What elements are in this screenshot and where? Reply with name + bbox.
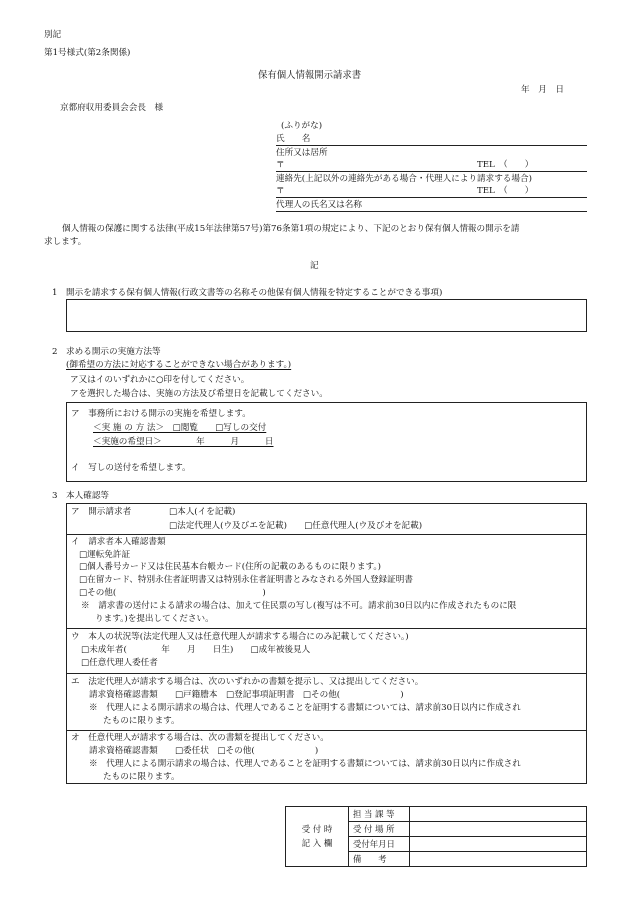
id-docs-note-2: ります。)を提出してください。	[95, 614, 214, 624]
reception-value-cell[interactable]	[410, 837, 587, 852]
reception-value-cell[interactable]	[410, 822, 587, 837]
postal-mark-2: 〒	[276, 186, 285, 196]
divider-e	[67, 730, 586, 731]
address-line[interactable]	[276, 171, 587, 172]
reception-value-cell[interactable]	[410, 807, 587, 822]
name-label: 氏 名	[276, 134, 311, 144]
id-doc-residence-card[interactable]: □在留カード、特別永住者証明書又は特別永住者証明書とみなされる外国人登録証明書	[79, 575, 413, 585]
addressee: 京都府収用委員会会長 様	[60, 103, 164, 113]
agent-line[interactable]	[276, 211, 587, 212]
option-i-mail[interactable]: イ 写しの送付を希望します。	[71, 463, 191, 473]
section1-input-box[interactable]	[66, 299, 587, 332]
id-doc-mynumber[interactable]: □個人番号カード又は住民基本台帳カード(住所の記載のあるものに限ります。)	[79, 562, 382, 572]
furigana-label: (ふりがな)	[281, 121, 323, 131]
requester-label: ア 開示請求者	[71, 507, 132, 517]
section2-instruction-1: ア又はイのいずれかに○印を付してください。	[70, 375, 250, 385]
reception-row-label: 受 付 場 所	[349, 822, 410, 837]
requester-agent-options[interactable]: □法定代理人(ウ及びエを記載) □任意代理人(ウ及びオを記載)	[169, 521, 423, 531]
tel-label-1: TEL （ ）	[477, 160, 534, 170]
voluntary-agent-note-1: ※ 代理人による開示請求の場合は、代理人であることを証明する書類については、請求前30日以内に作成され	[89, 759, 521, 769]
divider-u	[67, 673, 586, 674]
legal-agent-note-2: たものに限ります。	[103, 716, 180, 726]
section3-heading: 3 本人確認等	[52, 491, 110, 501]
reception-value-cell[interactable]	[410, 852, 587, 867]
section2-heading: 2 求める開示の実施方法等	[52, 347, 161, 357]
form-number: 第1号様式(第2条関係)	[44, 48, 131, 58]
reception-side-label-2: 記 入 欄	[301, 837, 333, 848]
principal-status-minor[interactable]: □未成年者( 年 月 日生) □成年被後見人	[81, 645, 311, 655]
hope-date-row[interactable]: ＜実施の希望日＞ 年 月 日	[93, 437, 274, 447]
name-line[interactable]	[276, 145, 587, 146]
legal-agent-note-1: ※ 代理人による開示請求の場合は、代理人であることを証明する書類については、請求前30日以内に作成され	[89, 703, 521, 713]
principal-status-title: ウ 本人の状況等(法定代理人又は任意代理人が請求する場合にのみ記載してください。)	[71, 632, 409, 642]
postal-mark-1: 〒	[276, 160, 285, 170]
reception-side-label	[286, 807, 349, 867]
section2-box	[66, 402, 587, 482]
contact-label: 連絡先(上記以外の連絡先がある場合・代理人により請求する場合)	[276, 174, 532, 184]
method-row[interactable]: ＜実 施 の 方 法＞ □閲覧 □写しの交付	[93, 423, 267, 433]
form-title: 保有個人情報開示請求書	[258, 70, 362, 81]
legal-agent-title: エ 法定代理人が請求する場合は、次のいずれかの書類を提示し、又は提出してください。	[71, 677, 424, 687]
option-a-office[interactable]: ア 事務所における開示の実施を希望します。	[71, 409, 251, 419]
address-label: 住所又は居所	[276, 148, 328, 158]
date-field[interactable]: 年 月 日	[521, 85, 564, 95]
agent-label: 代理人の氏名又は名称	[276, 200, 362, 210]
reception-row-label: 受付年月日	[349, 837, 410, 852]
reception-table	[285, 806, 587, 867]
appendix-label: 別記	[44, 30, 62, 40]
reception-row-label: 備 考	[349, 852, 410, 867]
section1-heading: 1 開示を請求する保有個人情報(行政文書等の名称その他保有個人情報を特定することができる事項)	[52, 288, 443, 298]
requester-self-option[interactable]: □本人(イを記載)	[169, 507, 236, 517]
contact-line[interactable]	[276, 197, 587, 198]
intro-text-line2: 求します。	[44, 237, 87, 247]
section3-box	[66, 503, 587, 784]
voluntary-agent-note-2: たものに限ります。	[103, 772, 180, 782]
legal-agent-docs[interactable]: 請求資格確認書類 □戸籍謄本 □登記事項証明書 □その他( )	[89, 690, 404, 700]
divider-i	[67, 628, 586, 629]
section2-instruction-2: アを選択した場合は、実施の方法及び希望日を記載してください。	[70, 389, 328, 399]
section2-note: (御希望の方法に対応することができない場合があります。)	[66, 360, 292, 370]
reception-side-label-1: 受 付 時	[301, 824, 333, 835]
divider-a	[67, 534, 586, 535]
id-doc-license[interactable]: □運転免許証	[79, 550, 131, 560]
principal-status-delegator[interactable]: □任意代理人委任者	[81, 658, 158, 668]
reception-row-label: 担 当 課 等	[349, 807, 410, 822]
tel-label-2: TEL （ ）	[477, 186, 534, 196]
id-docs-title: イ 請求者本人確認書類	[71, 537, 166, 547]
voluntary-agent-title: オ 任意代理人が請求する場合は、次の書類を提出してください。	[71, 733, 329, 743]
voluntary-agent-docs[interactable]: 請求資格確認書類 □委任状 □その他( )	[89, 746, 319, 756]
intro-text-line1: 個人情報の保護に関する法律(平成15年法律第57号)第76条第1項の規定により、下記のとおり保有個人情報の開示を請	[62, 224, 520, 234]
id-docs-note-1: ※ 請求書の送付による請求の場合は、加えて住民票の写し(複写は不可。請求前30日以内に作成されたものに限	[81, 601, 517, 611]
id-doc-other[interactable]: □その他( )	[79, 588, 266, 598]
ki-heading: 記	[310, 261, 319, 271]
